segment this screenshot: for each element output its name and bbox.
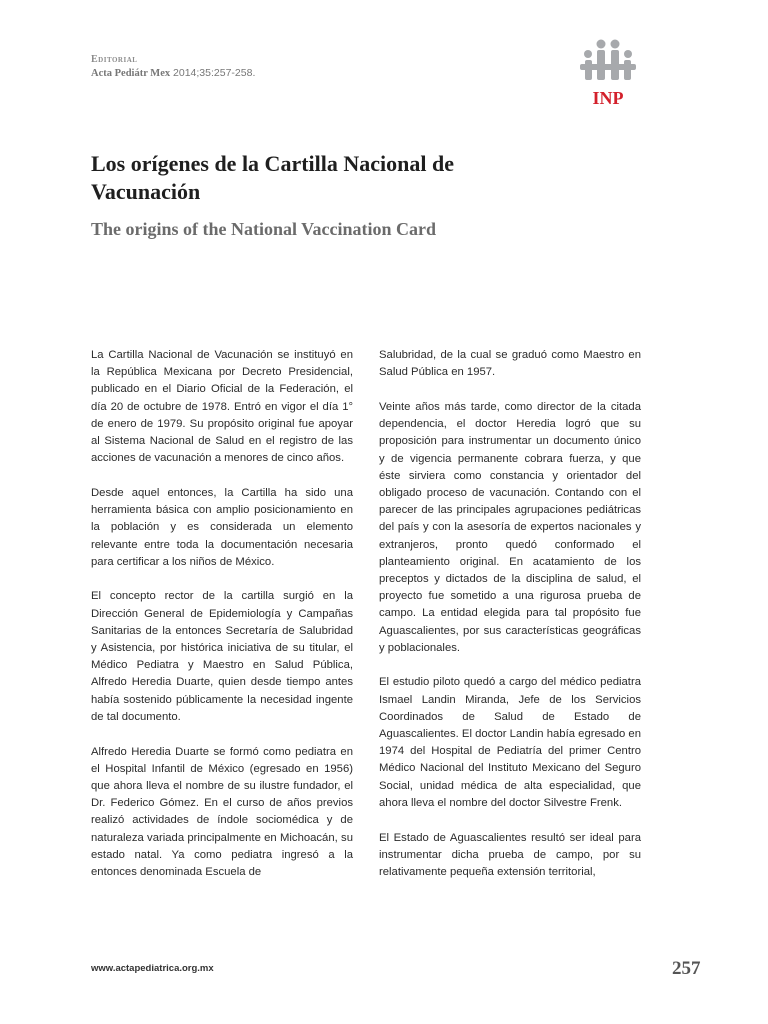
paragraph: El concepto rector de la cartilla surgió en la Dirección General de Epidemiología y Campañas Sanitarias de la entonces Secretaría de Salubridad y Asistencia, por histórica iniciativa de su titular, el Médico Pediatra y Maestro en Salud Pública, Alfredo Heredia Duarte, quien desde tiempo antes había sostenido públicamente la necesidad ingente de tal documento. — [91, 590, 353, 723]
footer-url[interactable]: www.actapediatrica.org.mx — [91, 963, 214, 974]
paragraph: Desde aquel entonces, la Cartilla ha sido una herramienta básica con amplio posicionamiento en la población y es considerada un elemento relevante entre toda la documentación necesaria para certificar a los niños de México. — [91, 486, 353, 568]
journal-reference: 2014;35:257-258. — [173, 67, 256, 79]
left-column — [91, 347, 353, 899]
right-column — [379, 347, 641, 899]
section-label: Editorial — [91, 54, 138, 65]
logo-text: INP — [592, 88, 624, 108]
paragraph: Veinte años más tarde, como director de la citada dependencia, el doctor Heredia logró que su proposición para instrumentar un documento único y de vigencia permanente cobrara fuerza, y que éste sirviera como constancia y orientador del obligado proceso de vacunación. Contando con el parecer de las principales agrupaciones pediátricas del país y con la asesoría de expertos nacionales y extranjeros, pronto quedó conformado el planteamiento original. En acatamiento de los preceptos y dictados de la disciplina de salud, el proyecto fue sometido a una rigurosa prueba de campo. La entidad elegida para tal propósito fue Aguascalientes, por sus características geográficas y poblacionales. — [379, 400, 641, 654]
article-header — [91, 54, 255, 79]
inp-logo-icon — [576, 38, 640, 88]
paragraph: Alfredo Heredia Duarte se formó como pediatra en el Hospital Infantil de México (egresado en 1956) que ahora lleva el nombre de su ilustre fundador, el Dr. Federico Gómez. En el curso de años previos realizó actividades de índole sociomédica y de naturaleza variada principalmente en Michoacán, su estado natal. Ya como pediatra ingresó a la entonces denominada Escuela de — [91, 745, 353, 878]
paragraph: La Cartilla Nacional de Vacunación se instituyó en la República Mexicana por Decreto Presidencial, publicado en el Diario Oficial de la Federación, el día 20 de octubre de 1978. Entró en vigor el día 1° de enero de 1979. Su propósito original fue apoyar al Sistema Nacional de Salud en el registro de las acciones de vacunación a menores de cinco años. — [91, 349, 353, 465]
paragraph: El Estado de Aguascalientes resultó ser ideal para instrumentar dicha prueba de campo, por su relativamente pequeña extensión territorial, — [379, 831, 641, 878]
journal-name: Acta Pediátr Mex — [91, 68, 171, 79]
inp-logo — [576, 38, 640, 108]
article-subtitle: The origins of the National Vaccination Card — [91, 219, 437, 239]
page-number: 257 — [672, 958, 701, 979]
article-title: Los orígenes de la Cartilla Nacional de Vacunación — [91, 151, 454, 204]
paragraph: El estudio piloto quedó a cargo del médico pediatra Ismael Landin Miranda, Jefe de los Servicios Coordinados de Salud de Estado de Aguascalientes. El doctor Landin había egresado en 1974 del Hospital de Pediatría del primer Centro Médico Nacional del Instituto Mexicano del Seguro Social, unidad médica de alta especialidad, que ahora lleva el nombre del doctor Silvestre Frenk. — [379, 676, 641, 809]
paragraph: Salubridad, de la cual se graduó como Maestro en Salud Pública en 1957. — [379, 349, 641, 379]
citation — [91, 67, 255, 79]
